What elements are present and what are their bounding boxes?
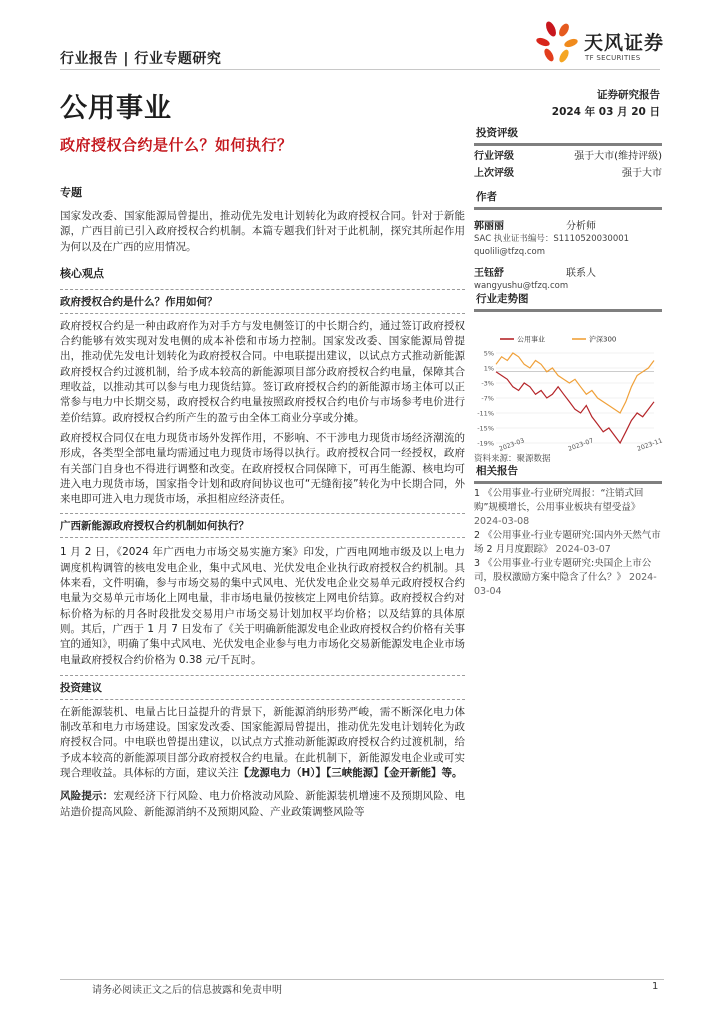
section-divider (60, 675, 465, 676)
related-item[interactable] (474, 487, 662, 529)
logo-mark-icon (534, 20, 580, 68)
section-divider (60, 313, 465, 314)
report-type: 证券研究报告 (597, 89, 660, 101)
related-list (474, 487, 662, 599)
body-paragraph: 1 月 2 日，《2024 年广西电力市场交易实施方案》印发，广西电网地市级及以上电力调度机构调管的核电发电企业，集中式风电、光伏发电企业执行政府授权合约机制。具体来看，文件明确，参与市场交易的集中式风电、光伏发电企业交易单元政府授权合约电量为交易单元市场化上网电量，非市场电量仍按核定上网电价结算。政府授权合约对标价格为标的月各时段批发交易用户市场交易计划加权平均价格；以及结算的具体原则。其后，广西于 1 月 7 日发布了《关于明确新能源发电企业政府授权合约价格有关事宜的通知》，明确了集中式风电、光伏发电企业参与电力市场化交易新能源发电企业市场电量政府授权合约价格为 0.38 元/千瓦时。 (60, 546, 465, 666)
related-heading: 相关报告 (476, 465, 518, 477)
logo-text-cn: 天风证券 (584, 32, 665, 54)
risk-label: 风险提示： (60, 790, 114, 803)
risk-paragraph (60, 789, 465, 820)
company-logo (534, 18, 664, 70)
chart-y-tick: 1% (483, 364, 494, 373)
chart-y-tick: -15% (477, 424, 494, 433)
section-divider (60, 699, 465, 700)
chart-y-tick: -19% (477, 439, 494, 448)
footer-disclaimer: 请务必阅读正文之后的信息披露和免责申明 (92, 985, 282, 996)
author-divider (474, 207, 662, 210)
sector-title: 公用事业 (60, 93, 172, 124)
related-item-title: 1 《公用事业-行业研究周报：“注销式回购”规模增长，公用事业板块有望受益》 (474, 488, 644, 513)
section-divider (60, 289, 465, 290)
report-category: 行业报告 | 行业专题研究 (60, 51, 222, 67)
chart-divider (474, 309, 662, 312)
author-role: 联系人 (566, 268, 596, 279)
report-title: 政府授权合约是什么？如何执行？ (60, 136, 293, 154)
related-item[interactable] (474, 529, 662, 557)
invest-text: 在新能源装机、电量占比日益提升的背景下，新能源消纳形势严峻，需不断深化电力体制改革和电力市场建设。国家发改委、国家能源局曾提出，推动优先发电计划转化为政府授权合同。中电联也曾提出建议，以试点方式推动新能源政府授权合约过渡机制，给予成本较高的新能源项目部分政府授权合约电量。在此机制下，新能源发电企业或可实现合理收益。具体标的方面，建议关注 (60, 705, 465, 780)
invest-paragraph (60, 705, 465, 781)
section-divider (60, 513, 465, 514)
related-panel (474, 461, 662, 599)
industry-rating-value: 强于大市(维持评级) (574, 151, 662, 162)
body-paragraph: 政府授权合约是一种由政府作为对手方与发电侧签订的中长期合约，通过签订政府授权合约能够有效实现对发电侧的成本补偿和市场力控制。国家发改委、国家能源局曾提出，推动优先发电计划转化为政府授权合同。中电联提出建议，以试点方式推动新能源政府授权合约过渡机制，给予成本较高的新能源项目部分政府授权合约电量，保障其合理收益，以推动其可以参与电力现货结算。签订政府授权合约的新能源市场主体可以正常参与电力中长期交易，政府授权合约电量按照政府授权合约电价与市场参考电价进行差价结算。政府授权合约所产生的盈亏由全体工商业分享或分摊。 (60, 319, 465, 424)
rating-heading: 投资评级 (476, 127, 518, 139)
related-item-date: 2024-03-07 (555, 544, 611, 555)
author-panel (474, 187, 662, 293)
rating-panel (474, 123, 662, 182)
risk-text: 宏观经济下行风险、电力价格波动风险、新能源装机增速不及预期风险、电站造价提高风险、新能源消纳不及预期风险、产业政策调整风险等 (60, 790, 466, 818)
industry-rating-label: 行业评级 (474, 151, 514, 162)
author-heading: 作者 (476, 191, 497, 203)
topic-paragraph: 国家发改委、国家能源局曾提出，推动优先发电计划转化为政府授权合同。针对于新能源，广西目前已引入政府授权合约机制。本篇专题我们针对于此机制，探究其所起作用为何以及在广西的应用情况。 (60, 210, 465, 253)
invest-heading: 投资建议 (60, 681, 102, 694)
related-item-date: 2024-03-04 (474, 572, 657, 597)
author-email[interactable]: quolili@tfzq.com (474, 247, 545, 257)
invest-stocks: 【龙源电力（H）】【三峡能源】【金开新能】等。 (238, 767, 463, 780)
prev-rating-label: 上次评级 (474, 168, 514, 179)
chart-legend-label: 沪深300 (589, 335, 617, 344)
footer-divider (60, 979, 664, 980)
related-item-date: 2024-03-08 (474, 516, 530, 527)
chart-heading: 行业走势图 (476, 293, 529, 305)
author-email[interactable]: wangyushu@tfzq.com (474, 281, 569, 291)
prev-rating-value: 强于大市 (622, 168, 662, 179)
chart-y-tick: -3% (481, 379, 494, 388)
body-paragraph: 政府授权合同仅在电力现货市场外发挥作用，不影响、不干涉电力现货市场经济潮流的形成，各类型全部电量均需通过电力现货市场得以执行。政府授权合同一经授权，政府有关部门自身也不得进行调整和改变。在政府授权合同保障下，可再生能源、核电均可进入电力现货市场，国家指令计划和政府间协议也可“无缝衔接”转化为中长期合同，外来电即可进入电力现货市场，承担相应经济责任。 (60, 431, 465, 506)
related-item-title: 2 《公用事业-行业专题研究:国内外天然气市场 2 月月度跟踪》 (474, 530, 661, 555)
author-role: 分析师 (566, 221, 596, 232)
question-heading: 广西新能源政府授权合约机制如何执行？ (60, 520, 249, 533)
topic-heading: 专题 (60, 186, 82, 199)
industry-rating-row (474, 148, 662, 165)
section-divider (60, 537, 465, 538)
rating-divider (474, 143, 662, 146)
page-number: 1 (652, 981, 659, 992)
chart-y-tick: -11% (477, 409, 494, 418)
author-cert: SAC 执业证书编号：S1110520030001 (474, 234, 630, 244)
trend-chart (474, 315, 664, 453)
related-item-title: 3 《公用事业-行业专题研究:央国企上市公司，股权激励方案中隐含了什么？》 (474, 558, 652, 583)
question-heading: 政府授权合约是什么？作用如何？ (60, 295, 218, 308)
chart-panel (474, 289, 662, 466)
chart-y-tick: -7% (481, 394, 494, 403)
chart-x-tick: 2023-11 (636, 437, 664, 453)
chart-source: 资料来源：聚源数据 (474, 454, 551, 464)
chart-x-tick: 2023-07 (567, 437, 595, 453)
related-item[interactable] (474, 557, 662, 599)
author-item (474, 214, 662, 259)
core-heading: 核心观点 (60, 266, 104, 280)
prev-rating-row (474, 165, 662, 182)
chart-x-tick: 2023-03 (498, 437, 526, 453)
chart-series-line (496, 372, 654, 443)
author-name: 王钰舒 (474, 268, 504, 279)
logo-text-en: TF SECURITIES (585, 54, 641, 62)
author-name: 郭丽丽 (474, 221, 504, 232)
chart-legend-label: 公用事业 (517, 335, 545, 344)
related-divider (474, 481, 662, 484)
chart-y-tick: 5% (483, 349, 494, 358)
report-date: 2024 年 03 月 20 日 (551, 106, 660, 118)
body-content (60, 184, 465, 820)
